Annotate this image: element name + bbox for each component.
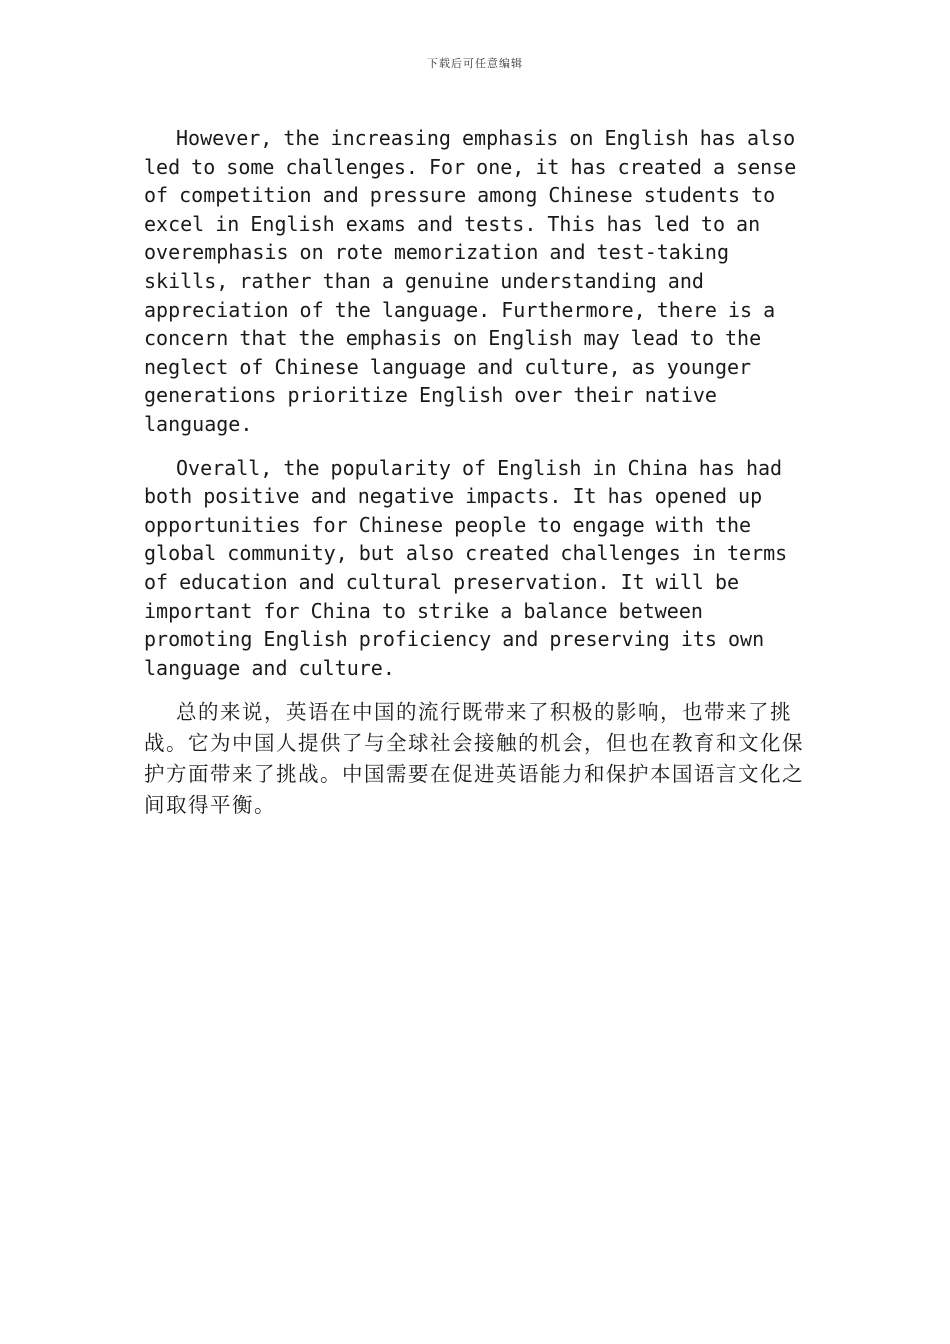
paragraph-chinese-summary: 总的来说，英语在中国的流行既带来了积极的影响，也带来了挑战。它为中国人提供了与全球社会接触的机会，但也在教育和文化保护方面带来了挑战。中国需要在促进英语能力和保护本国语言文化之间取得平衡。 [144, 700, 804, 818]
paragraph-challenges: However, the increasing emphasis on English has also led to some challenges. For one, it has created a sense of competition and pressure among Chinese students to excel in English exams and tests. This has led to an overemphasis on rote memorization and test-taking skills, rather than a genuine understanding and appreciation of the language. Furthermore, there is a concern that the emphasis on English may lead to the neglect of Chinese language and culture, as younger generations prioritize English over their native language. [144, 126, 797, 436]
document-body [144, 124, 808, 821]
header-note: 下载后可任意编辑 [427, 57, 523, 70]
paragraph-overall: Overall, the popularity of English in China has had both positive and negative impacts. It has opened up opportunities for Chinese people to engage with the global community, but also created challenges in terms of education and cultural preservation. It will be important for China to strike a balance between promoting English proficiency and preserving its own language and culture. [144, 455, 788, 680]
